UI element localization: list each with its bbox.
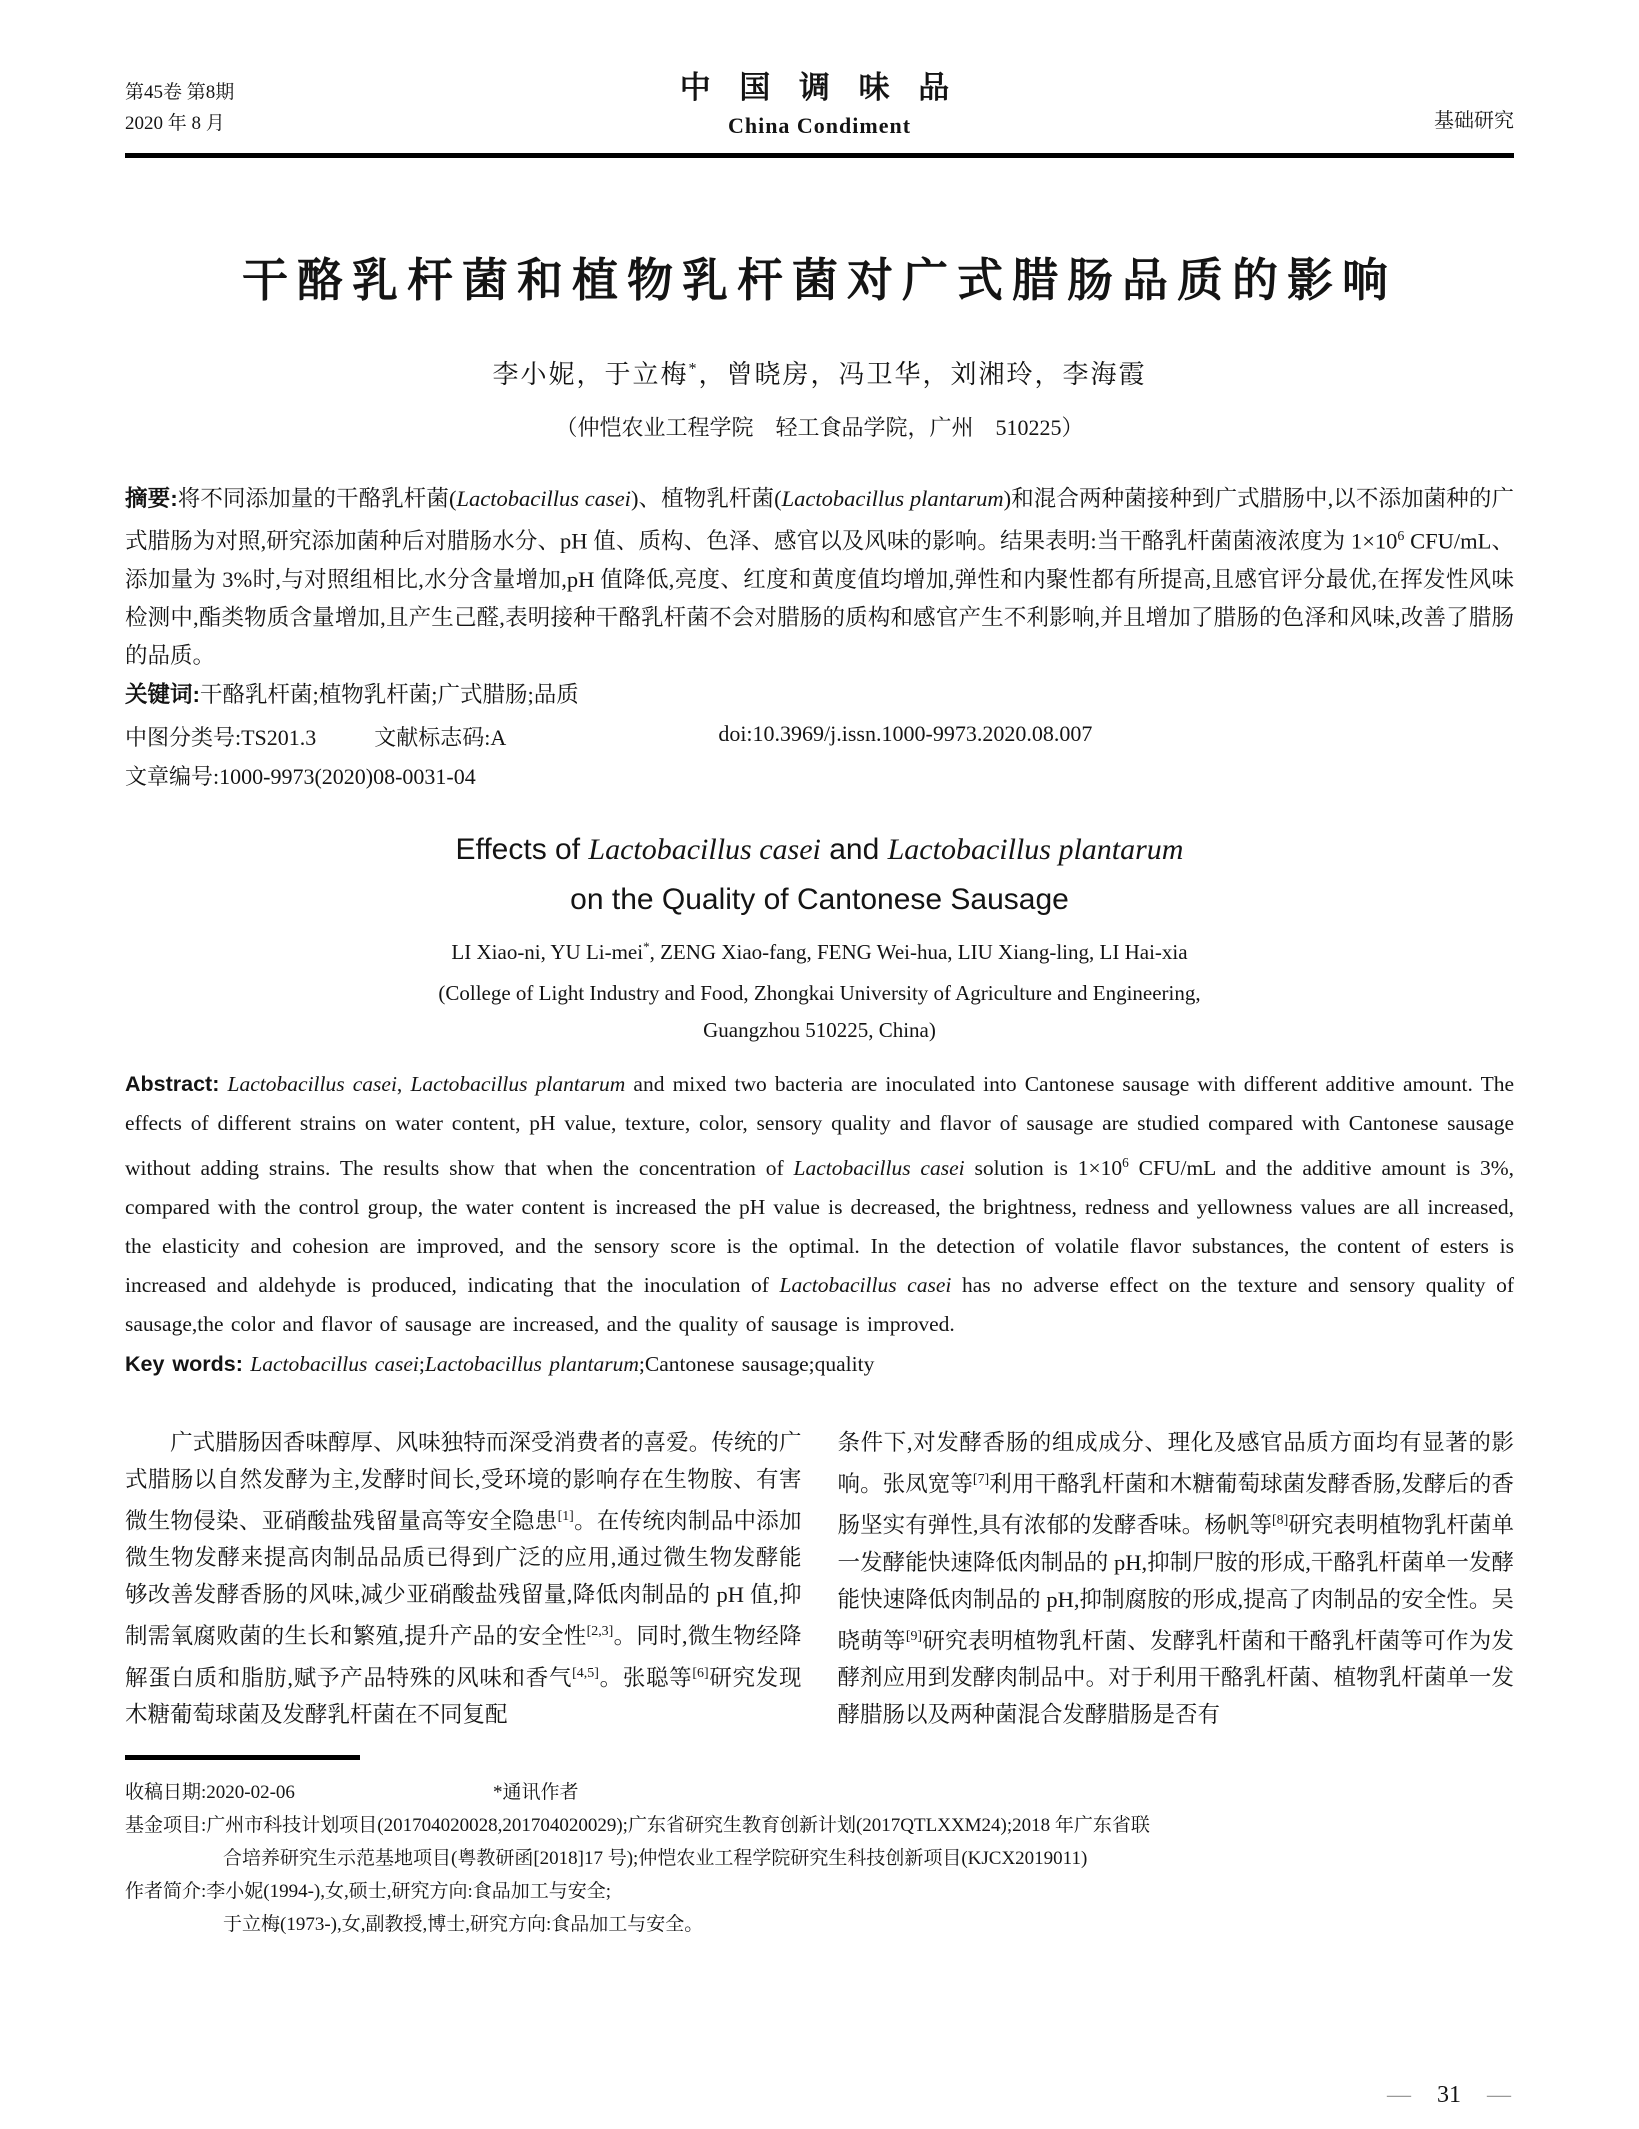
affiliation-en (125, 975, 1514, 1049)
article-title-en (125, 825, 1514, 925)
authors-cn: 李小妮，于立梅*，曾晓房，冯卫华，刘湘玲，李海霞 (492, 360, 1147, 389)
doi: doi:10.3969/j.issn.1000-9973.2020.08.007 (718, 720, 1093, 746)
keywords-cn: 关键词:干酪乳杆菌;植物乳杆菌;广式腊肠;品质 (125, 681, 579, 707)
footnote-block (125, 1776, 1514, 1941)
clc-number: 中图分类号:TS201.3 (125, 724, 317, 750)
abstract-en: Abstract: Lactobacillus casei, Lactobacillus plantarum and mixed two bacteria are inoculated into Cantonese sausage with different additive amount. The effects of different strains on water content, pH value, texture, color, sensory quality and flavor of sausage are studied compared with Cantonese sausage without adding strains. The results show that when the concentration of Lactobacillus casei solution is $1\times 10^6$ CFU/mL and the additive amount is 3%, compared with the control group, the water content is increased the pH value is decreased, the brightness, redness and yellowness values are all increased, the elasticity and cohesion are improved, and the sensory score is the optimal. In the detection of volatile flavor substances, the content of esters is increased and aldehyde is produced, indicating that the inoculation of Lactobacillus casei has no adverse effect on the texture and sensory quality of sausage,the color and flavor of sausage are increased, and the quality of sausage is improved. (125, 1071, 1515, 1336)
page-number-right-dash: — (1487, 2082, 1511, 2108)
page-number-left-dash: — (1387, 2082, 1411, 2108)
footnote-rule (125, 1755, 360, 1760)
journal-title-cn: 中 国 调 味 品 (679, 70, 960, 105)
document-code: 文献标志码:A (374, 724, 507, 750)
issue-date: 2020 年 8 月 (125, 113, 225, 134)
section-label: 基础研究 (1434, 110, 1514, 132)
body-columns (125, 1424, 1514, 1734)
footnote-row-received (125, 1776, 1514, 1809)
body-left-column: 广式腊肠因香味醇厚、风味独特而深受消费者的喜爱。传统的广式腊肠以自然发酵为主,发酵时间长,受环境的影响存在生物胺、有害微生物侵染、亚硝酸盐残留量高等安全隐患[1]。在传统肉制品中添加微生物发酵来提高肉制品品质已得到广泛的应用,通过微生物发酵能够改善发酵香肠的风味,减少亚硝酸盐残留量,降低肉制品的 pH 值,抑制需氧腐败菌的生长和繁殖,提升产品的安全性[2,3]。同时,微生物经降解蛋白质和脂肪,赋予产品特殊的风味和香气[4,5]。张聪等[6]研究发现木糖葡萄球菌及发酵乳杆菌在不同复配 (125, 1429, 802, 1728)
author-bio-line1: 作者简介:李小妮(1994-),女,硕士,研究方向:食品加工与安全; (125, 1881, 612, 1903)
corresponding-author-note: *通讯作者 (493, 1782, 579, 1804)
received-date: 收稿日期:2020-02-06 (125, 1782, 295, 1804)
fund-project-line2: 合培养研究生示范基地项目(粤教研函[2018]17 号);仲恺农业工程学院研究生科技创新项目(KJCX2019011) (223, 1848, 1088, 1870)
article-title-en-line2: on the Quality of Cantonese Sausage (570, 882, 1069, 916)
author-bio-line2: 于立梅(1973-),女,副教授,博士,研究方向:食品加工与安全。 (223, 1914, 704, 1936)
article-id: 文章编号:1000-9973(2020)08-0031-04 (125, 763, 476, 789)
journal-title-en: China Condiment (727, 113, 912, 138)
volume-issue: 第45卷 第8期 (125, 82, 235, 103)
affiliation-en-line2: Guangzhou 510225, China) (703, 1017, 936, 1042)
classification-line (125, 721, 1514, 752)
affiliation-cn: （仲恺农业工程学院 轻工食品学院，广州 510225） (555, 415, 1084, 440)
journal-title-block (534, 62, 1106, 139)
article-title-en-line1: Effects of Lactobacillus casei and Lactobacillus plantarum (455, 832, 1184, 866)
header-rule (125, 153, 1514, 158)
authors-en: LI Xiao-ni, YU Li-mei*, ZENG Xiao-fang, FENG Wei-hua, LIU Xiang-ling, LI Hai-xia (451, 938, 1188, 964)
abstract-cn: 摘要:将不同添加量的干酪乳杆菌(Lactobacillus casei)、植物乳杆菌(Lactobacillus plantarum)和混合两种菌接种到广式腊肠中,以不添加菌种的广式腊肠为对照,研究添加菌种后对腊肠水分、pH 值、质构、色泽、感官以及风味的影响。结果表明:当干酪乳杆菌菌液浓度为 $1\times 10^6$ CFU/mL、添加量为 3%时,与对照组相比,水分含量增加,pH 值降低,亮度、红度和黄度值均增加,弹性和内聚性都有所提高,且感官评分最优,在挥发性风味检测中,酯类物质含量增加,且产生己醛,表明接种干酪乳杆菌不会对腊肠的质构和感官产生不利影响,并且增加了腊肠的色泽和风味,改善了腊肠的品质。 (125, 486, 1514, 668)
fund-project-line1: 基金项目:广州市科技计划项目(201704020028,201704020029);广东省研究生教育创新计划(2017QTLXXM24);2018 年广东省联 (125, 1815, 1150, 1837)
keywords-en: Key words: Lactobacillus casei;Lactobacillus plantarum;Cantonese sausage;quality (125, 1351, 875, 1376)
affiliation-en-line1: (College of Light Industry and Food, Zhongkai University of Agriculture and Engineering, (438, 980, 1201, 1005)
header-issue-block (125, 77, 534, 139)
page-header (125, 0, 1514, 139)
body-right-column: 条件下,对发酵香肠的组成成分、理化及感官品质方面均有显著的影响。张凤宽等[7]利用干酪乳杆菌和木糖葡萄球菌发酵香肠,发酵后的香肠坚实有弹性,具有浓郁的发酵香味。杨帆等[8]研究表明植物乳杆菌单一发酵能快速降低肉制品的 pH,抑制尸胺的形成,干酪乳杆菌单一发酵能快速降低肉制品的 pH,抑制腐胺的形成,提高了肉制品的安全性。吴晓萌等[9]研究表明植物乳杆菌、发酵乳杆菌和干酪乳杆菌等可作为发酵剂应用到发酵肉制品中。对于利用干酪乳杆菌、植物乳杆菌单一发酵腊肠以及两种菌混合发酵腊肠是否有 (837, 1429, 1514, 1728)
page-number (1387, 2082, 1511, 2109)
page-number-value: 31 (1437, 2082, 1461, 2108)
article-title-cn: 干酪乳杆菌和植物乳杆菌对广式腊肠品质的影响 (242, 254, 1397, 306)
